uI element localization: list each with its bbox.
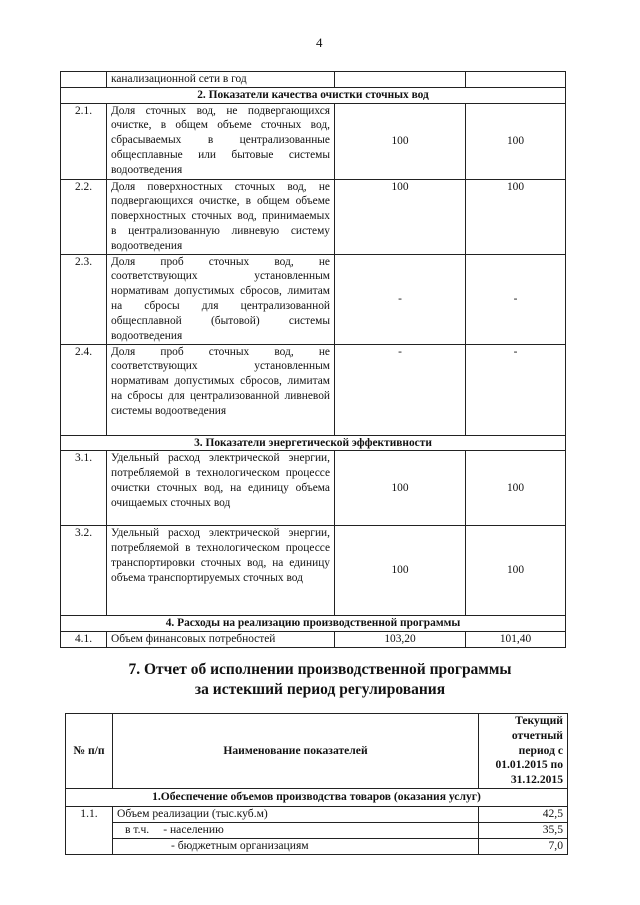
value-plan: - (335, 344, 466, 435)
row-description: Доля поверхностных сточных вод, не подвергающихся очистке, в общем объеме поверхностных сточных вод, принимаемых в централизованную ливневую систему водоотведения (107, 179, 335, 254)
value-actual: 101,40 (466, 632, 566, 648)
section-3-title: 3. Показатели энергетической эффективности (61, 435, 566, 451)
value-plan: - (335, 254, 466, 344)
header-number: № п/п (66, 714, 113, 789)
value-actual: 100 (466, 179, 566, 254)
row-number: 3.1. (61, 451, 107, 526)
table-row (61, 254, 566, 344)
table-row (61, 526, 566, 616)
row-description: Доля сточных вод, не подвергающихся очистке, в общем объеме сточных вод, сбрасываемых в централизованные общесплавные или бытовые системы водоотведения (107, 103, 335, 179)
table-row (66, 806, 568, 822)
row-description: Доля проб сточных вод, не соответствующих установленным нормативам допустимых сбросов, лимитам на сбросы для централизованной общесплавной (бытовой) системы водоотведения (107, 254, 335, 344)
row-number: 3.2. (61, 526, 107, 616)
table-row (66, 822, 568, 838)
report-title-line-2: за истекший период регулирования (194, 681, 446, 698)
table-row (61, 103, 566, 179)
section-header (61, 616, 566, 632)
section-2-title: 2. Показатели качества очистки сточных вод (61, 87, 566, 103)
row-value: 7,0 (479, 838, 568, 854)
row-description: Доля проб сточных вод, не соответствующих установленным нормативам допустимых сбросов, лимитам на сбросы для централизованной ливневой системы водоотведения (107, 344, 335, 435)
indicators-table (60, 71, 566, 648)
row-prefix: в т.ч. (125, 822, 150, 836)
value-plan: 100 (335, 526, 466, 616)
value-plan: 100 (335, 179, 466, 254)
row-value: 35,5 (479, 822, 568, 838)
value-plan: 103,20 (335, 632, 466, 648)
row-number: 2.4. (61, 344, 107, 435)
row-description: Объем реализации (тыс.куб.м) (113, 806, 479, 822)
page-number: 4 (316, 35, 323, 50)
value-actual: - (466, 344, 566, 435)
table-row (61, 344, 566, 435)
row-number: 2.2. (61, 179, 107, 254)
table-header-row (66, 714, 568, 789)
table-row (61, 179, 566, 254)
header-name: Наименование показателей (113, 714, 479, 789)
value-actual: 100 (466, 103, 566, 179)
row-description: Удельный расход электрической энергии, потребляемой в технологическом процессе транспортировки сточных вод, на единицу объема транспортируемых сточных вод (107, 526, 335, 616)
value-actual: 100 (466, 526, 566, 616)
value-actual: 100 (466, 451, 566, 526)
value-plan: 100 (335, 451, 466, 526)
row-description: - бюджетным организациям (113, 838, 479, 854)
row-number: 4.1. (61, 632, 107, 648)
value-plan: 100 (335, 103, 466, 179)
section-4-title: 4. Расходы на реализацию производственной программы (61, 616, 566, 632)
row-description: Объем финансовых потребностей (107, 632, 335, 648)
section-header (61, 87, 566, 103)
section-1-title: 1.Обеспечение объемов производства товаров (оказания услуг) (66, 788, 568, 806)
table-row (61, 451, 566, 526)
row-description: канализационной сети в год (107, 72, 335, 88)
value-actual: - (466, 254, 566, 344)
row-value: 42,5 (479, 806, 568, 822)
row-number: 2.1. (61, 103, 107, 179)
table-row (61, 632, 566, 648)
row-description: - населению (163, 822, 224, 836)
table-row (66, 838, 568, 854)
header-period: Текущий отчетный период с 01.01.2015 по 31.12.2015 (479, 714, 568, 789)
section-header (66, 788, 568, 806)
row-number: 2.3. (61, 254, 107, 344)
row-number: 1.1. (66, 806, 113, 854)
report-table (65, 713, 568, 855)
section-header (61, 435, 566, 451)
row-description: Удельный расход электрической энергии, потребляемой в технологическом процессе очистки сточных вод, на единицу объема очищаемых сточных вод (107, 451, 335, 526)
table-row (61, 72, 566, 88)
report-title-line-1: 7. Отчет об исполнении производственной программы (128, 661, 512, 678)
